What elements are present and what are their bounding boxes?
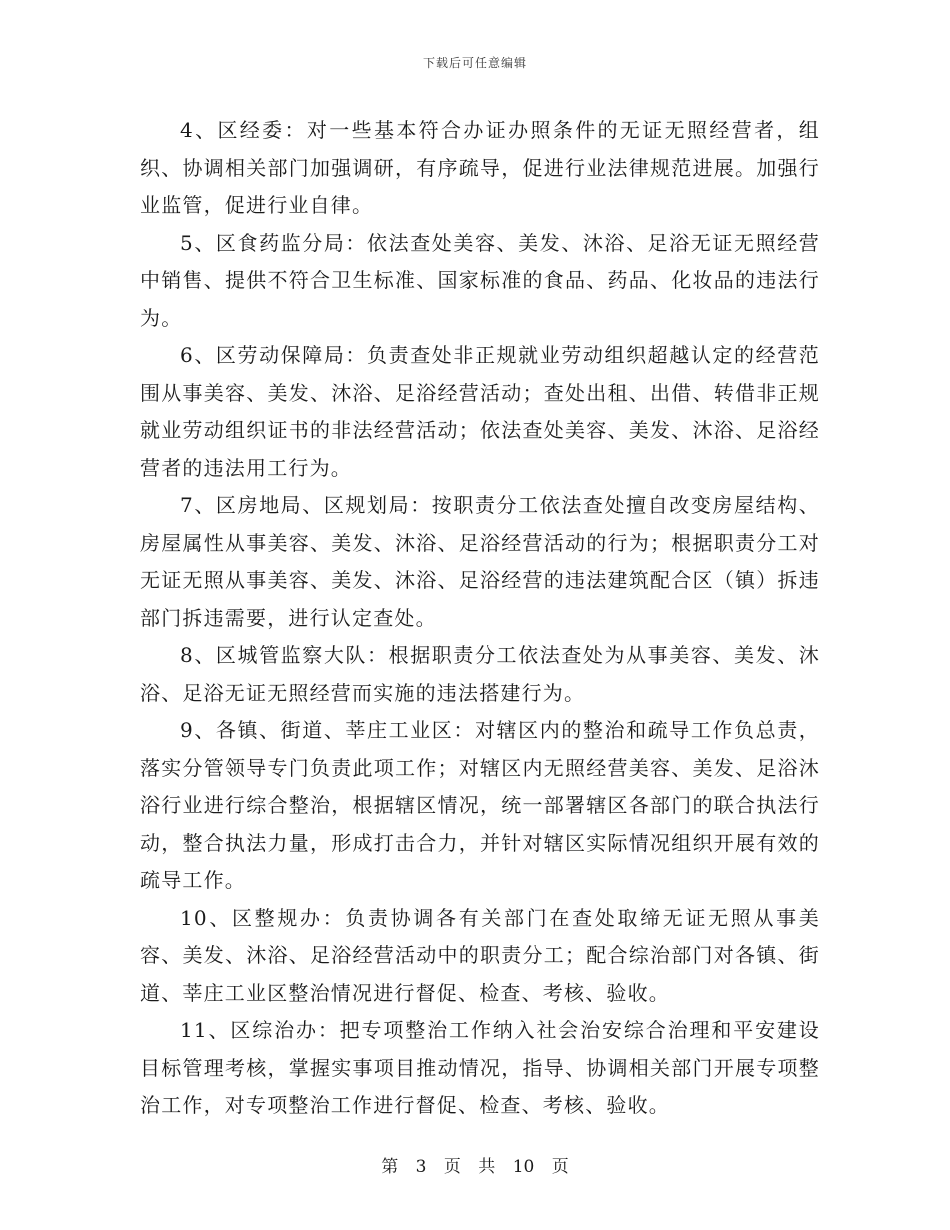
footer-page-number: 3: [415, 1157, 427, 1177]
footer-total-pages: 10: [512, 1157, 535, 1177]
page-footer: [0, 1152, 950, 1177]
paragraph-6: 6、区劳动保障局：负责查处非正规就业劳动组织超越认定的经营范围从事美容、美发、沐浴、足浴经营活动；查处出租、出借、转借非正规就业劳动组织证书的非法经营活动；依法查处美容、美发、沐浴、足浴经营者的违法用工行为。: [140, 343, 820, 480]
footer-total-label: 共: [478, 1157, 496, 1177]
header-note: 下载后可任意编辑: [422, 56, 527, 70]
footer-total-unit: 页: [551, 1157, 569, 1177]
paragraph-7: 7、区房地局、区规划局：按职责分工依法查处擅自改变房屋结构、房屋属性从事美容、美发、沐浴、足浴经营活动的行为；根据职责分工对无证无照从事美容、美发、沐浴、足浴经营的违法建筑配合区（镇）拆违部门拆违需要，进行认定查处。: [140, 493, 820, 630]
footer-page-unit: 页: [443, 1157, 461, 1177]
paragraph-4: 4、区经委：对一些基本符合办证办照条件的无证无照经营者，组织、协调相关部门加强调研，有序疏导，促进行业法律规范进展。加强行业监管，促进行业自律。: [140, 118, 820, 217]
paragraph-10: 10、区整规办：负责协调各有关部门在查处取缔无证无照从事美容、美发、沐浴、足浴经营活动中的职责分工；配合综治部门对各镇、街道、莘庄工业区整治情况进行督促、检查、考核、验收。: [140, 905, 820, 1005]
paragraph-8: 8、区城管监察大队：根据职责分工依法查处为从事美容、美发、沐浴、足浴无证无照经营而实施的违法搭建行为。: [140, 643, 820, 705]
paragraph-11: 11、区综治办：把专项整治工作纳入社会治安综合治理和平安建设目标管理考核，掌握实事项目推动情况，指导、协调相关部门开展专项整治工作，对专项整治工作进行督促、检查、考核、验收。: [140, 1018, 820, 1117]
paragraph-5: 5、区食药监分局：依法查处美容、美发、沐浴、足浴无证无照经营中销售、提供不符合卫生标准、国家标准的食品、药品、化妆品的违法行为。: [140, 230, 820, 330]
paragraph-9: 9、各镇、街道、莘庄工业区：对辖区内的整治和疏导工作负总责，落实分管领导专门负责此项工作；对辖区内无照经营美容、美发、足浴沐浴行业进行综合整治，根据辖区情况，统一部署辖区各部门的联合执法行动，整合执法力量，形成打击合力，并针对辖区实际情况组织开展有效的疏导工作。: [140, 718, 820, 892]
footer-prefix: 第: [381, 1157, 399, 1177]
document-body: [140, 112, 820, 1125]
